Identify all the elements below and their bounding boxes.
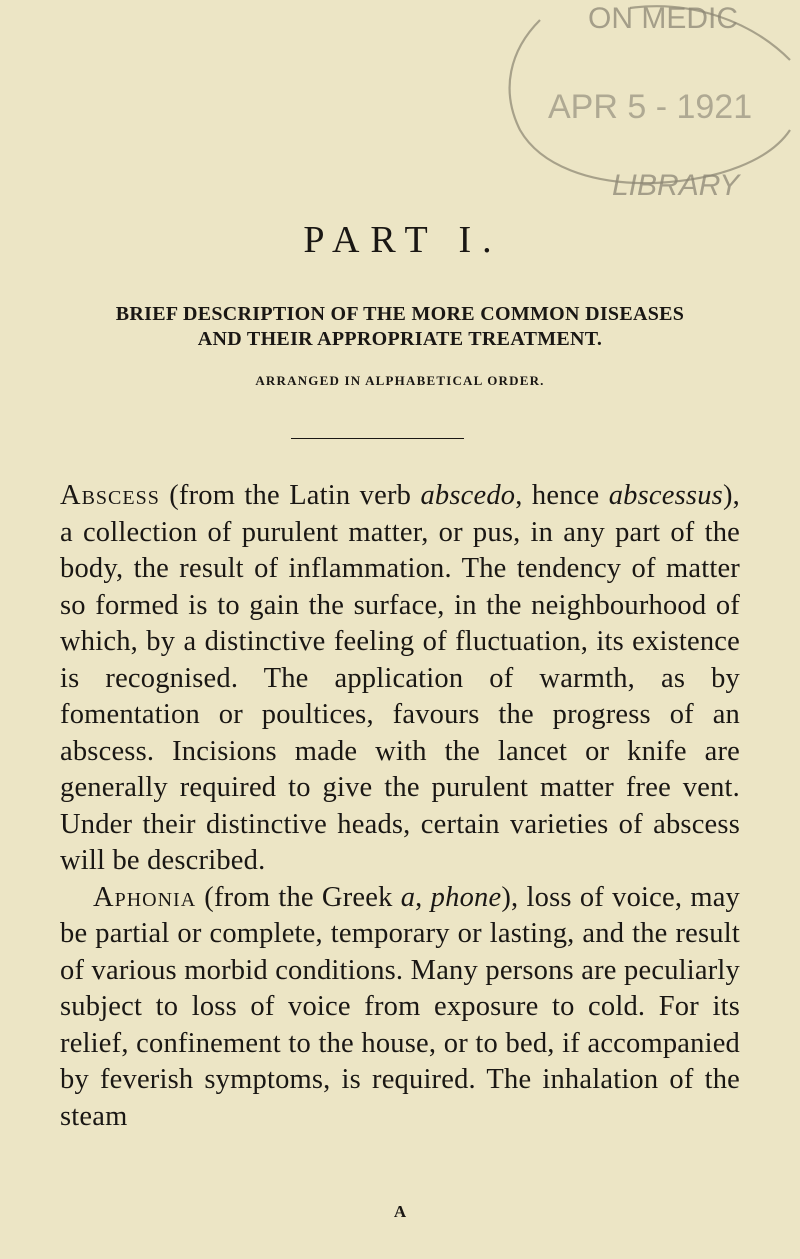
entries-body: [60, 478, 740, 1135]
subtitle-line-1: BRIEF DESCRIPTION OF THE MORE COMMON DISEASES: [115, 303, 685, 325]
subtitle-line-2: AND THEIR APPROPRIATE TREATMENT.: [197, 328, 603, 350]
stamp-oval-graphic: [470, 0, 800, 215]
stamp-top-text: ON MEDIC: [588, 2, 738, 35]
part-title: PART I.: [303, 219, 503, 261]
divider-rule: [291, 438, 464, 439]
entry-abscess: Abscess (from the Latin verb abscedo, hence abscessus), a collection of purulent matter, or pus, in any part of the body, the result of inflammation. The tendency of matter so formed is to gain the surface, in the neighbourhood of which, by a distinctive feeling of fluctuation, its existence is recognised. The application of warmth, as by fomentation or poultices, favours the progress of an abscess. Incisions made with the lancet or knife are generally required to give the purulent matter free vent. Under their distinctive heads, certain varieties of abscess will be described.: [60, 480, 740, 876]
arrangement-note: ARRANGED IN ALPHABETICAL ORDER.: [255, 373, 545, 388]
signature-mark: A: [393, 1202, 407, 1221]
entry-term: Abscess: [60, 480, 160, 511]
stamp-bottom-text: LIBRARY: [612, 169, 740, 202]
stamp-date: APR 5 - 1921: [548, 88, 753, 126]
section-subtitle: [60, 302, 740, 352]
entry-aphonia: Aphonia (from the Greek a, phone), loss of voice, may be partial or complete, temporary or lasting, and the result of various morbid conditions. Many persons are peculiarly subject to loss of voice from exposure to cold. For its relief, confinement to the house, or to bed, if accompanied by feverish symptoms, is required. The inhalation of the steam: [60, 881, 740, 1132]
entry-term: Aphonia: [93, 881, 197, 913]
library-stamp: [470, 0, 800, 215]
